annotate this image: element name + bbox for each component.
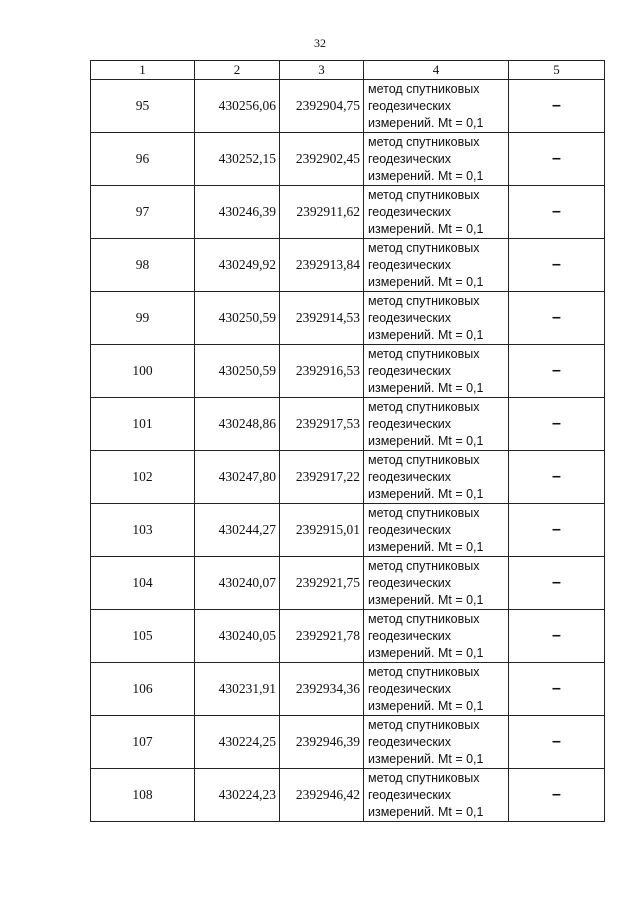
y-coordinate-cell: 2392917,53 (280, 398, 364, 451)
point-number-cell: 104 (91, 557, 195, 610)
method-line: геодезических (368, 681, 452, 696)
method-cell (364, 610, 509, 663)
method-line: измерений. Mt = 0,1 (368, 539, 484, 554)
description-cell: – (509, 451, 605, 504)
table-row (91, 345, 605, 398)
method-cell (364, 80, 509, 133)
method-line: геодезических (368, 257, 452, 272)
table-body (91, 80, 605, 822)
method-line: измерений. Mt = 0,1 (368, 115, 484, 130)
method-cell (364, 239, 509, 292)
y-coordinate-cell: 2392914,53 (280, 292, 364, 345)
method-line: метод спутниковых (368, 240, 480, 255)
y-coordinate-cell: 2392915,01 (280, 504, 364, 557)
y-coordinate-cell: 2392921,75 (280, 557, 364, 610)
table-row (91, 716, 605, 769)
method-line: измерений. Mt = 0,1 (368, 592, 484, 607)
method-line: измерений. Mt = 0,1 (368, 380, 484, 395)
method-line: геодезических (368, 575, 452, 590)
method-cell (364, 663, 509, 716)
method-line: геодезических (368, 363, 452, 378)
y-coordinate-cell: 2392904,75 (280, 80, 364, 133)
method-line: метод спутниковых (368, 134, 480, 149)
method-cell (364, 398, 509, 451)
description-cell: – (509, 769, 605, 822)
y-coordinate-cell: 2392921,78 (280, 610, 364, 663)
table-row (91, 610, 605, 663)
page-number: 32 (314, 36, 326, 50)
point-number-cell: 100 (91, 345, 195, 398)
point-number-cell: 106 (91, 663, 195, 716)
description-cell: – (509, 716, 605, 769)
description-cell: – (509, 80, 605, 133)
x-coordinate-cell: 430250,59 (195, 345, 280, 398)
point-number-cell: 102 (91, 451, 195, 504)
x-coordinate-cell: 430248,86 (195, 398, 280, 451)
method-line: геодезических (368, 416, 452, 431)
point-number-cell: 108 (91, 769, 195, 822)
method-cell (364, 292, 509, 345)
method-line: метод спутниковых (368, 293, 480, 308)
method-line: геодезических (368, 787, 452, 802)
method-line: измерений. Mt = 0,1 (368, 221, 484, 236)
description-cell: – (509, 398, 605, 451)
x-coordinate-cell: 430240,05 (195, 610, 280, 663)
x-coordinate-cell: 430247,80 (195, 451, 280, 504)
method-line: измерений. Mt = 0,1 (368, 274, 484, 289)
method-line: измерений. Mt = 0,1 (368, 433, 484, 448)
y-coordinate-cell: 2392911,62 (280, 186, 364, 239)
method-line: метод спутниковых (368, 187, 480, 202)
table-row (91, 292, 605, 345)
y-coordinate-cell: 2392916,53 (280, 345, 364, 398)
method-line: геодезических (368, 204, 452, 219)
table-row (91, 557, 605, 610)
point-number-cell: 96 (91, 133, 195, 186)
description-cell: – (509, 345, 605, 398)
table-row (91, 133, 605, 186)
method-line: измерений. Mt = 0,1 (368, 804, 484, 819)
method-line: измерений. Mt = 0,1 (368, 168, 484, 183)
point-number-cell: 105 (91, 610, 195, 663)
point-number-cell: 107 (91, 716, 195, 769)
table-row (91, 186, 605, 239)
method-line: геодезических (368, 469, 452, 484)
method-line: метод спутниковых (368, 81, 480, 96)
method-cell (364, 769, 509, 822)
y-coordinate-cell: 2392946,39 (280, 716, 364, 769)
method-line: геодезических (368, 151, 452, 166)
method-line: метод спутниковых (368, 346, 480, 361)
column-header-x: 2 (195, 61, 280, 80)
method-line: геодезических (368, 98, 452, 113)
table-row (91, 769, 605, 822)
x-coordinate-cell: 430224,25 (195, 716, 280, 769)
y-coordinate-cell: 2392934,36 (280, 663, 364, 716)
method-line: измерений. Mt = 0,1 (368, 486, 484, 501)
column-header-description: 5 (509, 61, 605, 80)
x-coordinate-cell: 430252,15 (195, 133, 280, 186)
column-header-point-number: 1 (91, 61, 195, 80)
y-coordinate-cell: 2392946,42 (280, 769, 364, 822)
method-line: измерений. Mt = 0,1 (368, 645, 484, 660)
x-coordinate-cell: 430256,06 (195, 80, 280, 133)
y-coordinate-cell: 2392902,45 (280, 133, 364, 186)
table-row (91, 504, 605, 557)
method-line: измерений. Mt = 0,1 (368, 698, 484, 713)
point-number-cell: 103 (91, 504, 195, 557)
x-coordinate-cell: 430231,91 (195, 663, 280, 716)
header-row (91, 61, 605, 80)
table-row (91, 398, 605, 451)
x-coordinate-cell: 430224,23 (195, 769, 280, 822)
description-cell: – (509, 504, 605, 557)
point-number-cell: 99 (91, 292, 195, 345)
table-row (91, 80, 605, 133)
method-line: геодезических (368, 734, 452, 749)
method-line: метод спутниковых (368, 558, 480, 573)
method-line: измерений. Mt = 0,1 (368, 327, 484, 342)
x-coordinate-cell: 430240,07 (195, 557, 280, 610)
x-coordinate-cell: 430250,59 (195, 292, 280, 345)
table-header (91, 61, 605, 80)
table-row (91, 663, 605, 716)
method-line: метод спутниковых (368, 505, 480, 520)
description-cell: – (509, 663, 605, 716)
method-line: измерений. Mt = 0,1 (368, 751, 484, 766)
method-line: метод спутниковых (368, 399, 480, 414)
point-number-cell: 97 (91, 186, 195, 239)
method-cell (364, 716, 509, 769)
column-header-method: 4 (364, 61, 509, 80)
point-number-cell: 95 (91, 80, 195, 133)
column-header-y: 3 (280, 61, 364, 80)
point-number-cell: 101 (91, 398, 195, 451)
method-line: метод спутниковых (368, 770, 480, 785)
method-cell (364, 345, 509, 398)
y-coordinate-cell: 2392913,84 (280, 239, 364, 292)
coordinates-table (90, 60, 605, 822)
method-line: метод спутниковых (368, 664, 480, 679)
y-coordinate-cell: 2392917,22 (280, 451, 364, 504)
table-row (91, 239, 605, 292)
method-line: геодезических (368, 522, 452, 537)
method-line: метод спутниковых (368, 452, 480, 467)
method-cell (364, 504, 509, 557)
method-line: метод спутниковых (368, 611, 480, 626)
method-cell (364, 557, 509, 610)
description-cell: – (509, 292, 605, 345)
method-cell (364, 451, 509, 504)
method-line: геодезических (368, 310, 452, 325)
description-cell: – (509, 557, 605, 610)
point-number-cell: 98 (91, 239, 195, 292)
method-cell (364, 186, 509, 239)
method-line: геодезических (368, 628, 452, 643)
method-line: метод спутниковых (368, 717, 480, 732)
x-coordinate-cell: 430244,27 (195, 504, 280, 557)
description-cell: – (509, 133, 605, 186)
x-coordinate-cell: 430246,39 (195, 186, 280, 239)
method-cell (364, 133, 509, 186)
description-cell: – (509, 239, 605, 292)
x-coordinate-cell: 430249,92 (195, 239, 280, 292)
description-cell: – (509, 186, 605, 239)
description-cell: – (509, 610, 605, 663)
table-row (91, 451, 605, 504)
